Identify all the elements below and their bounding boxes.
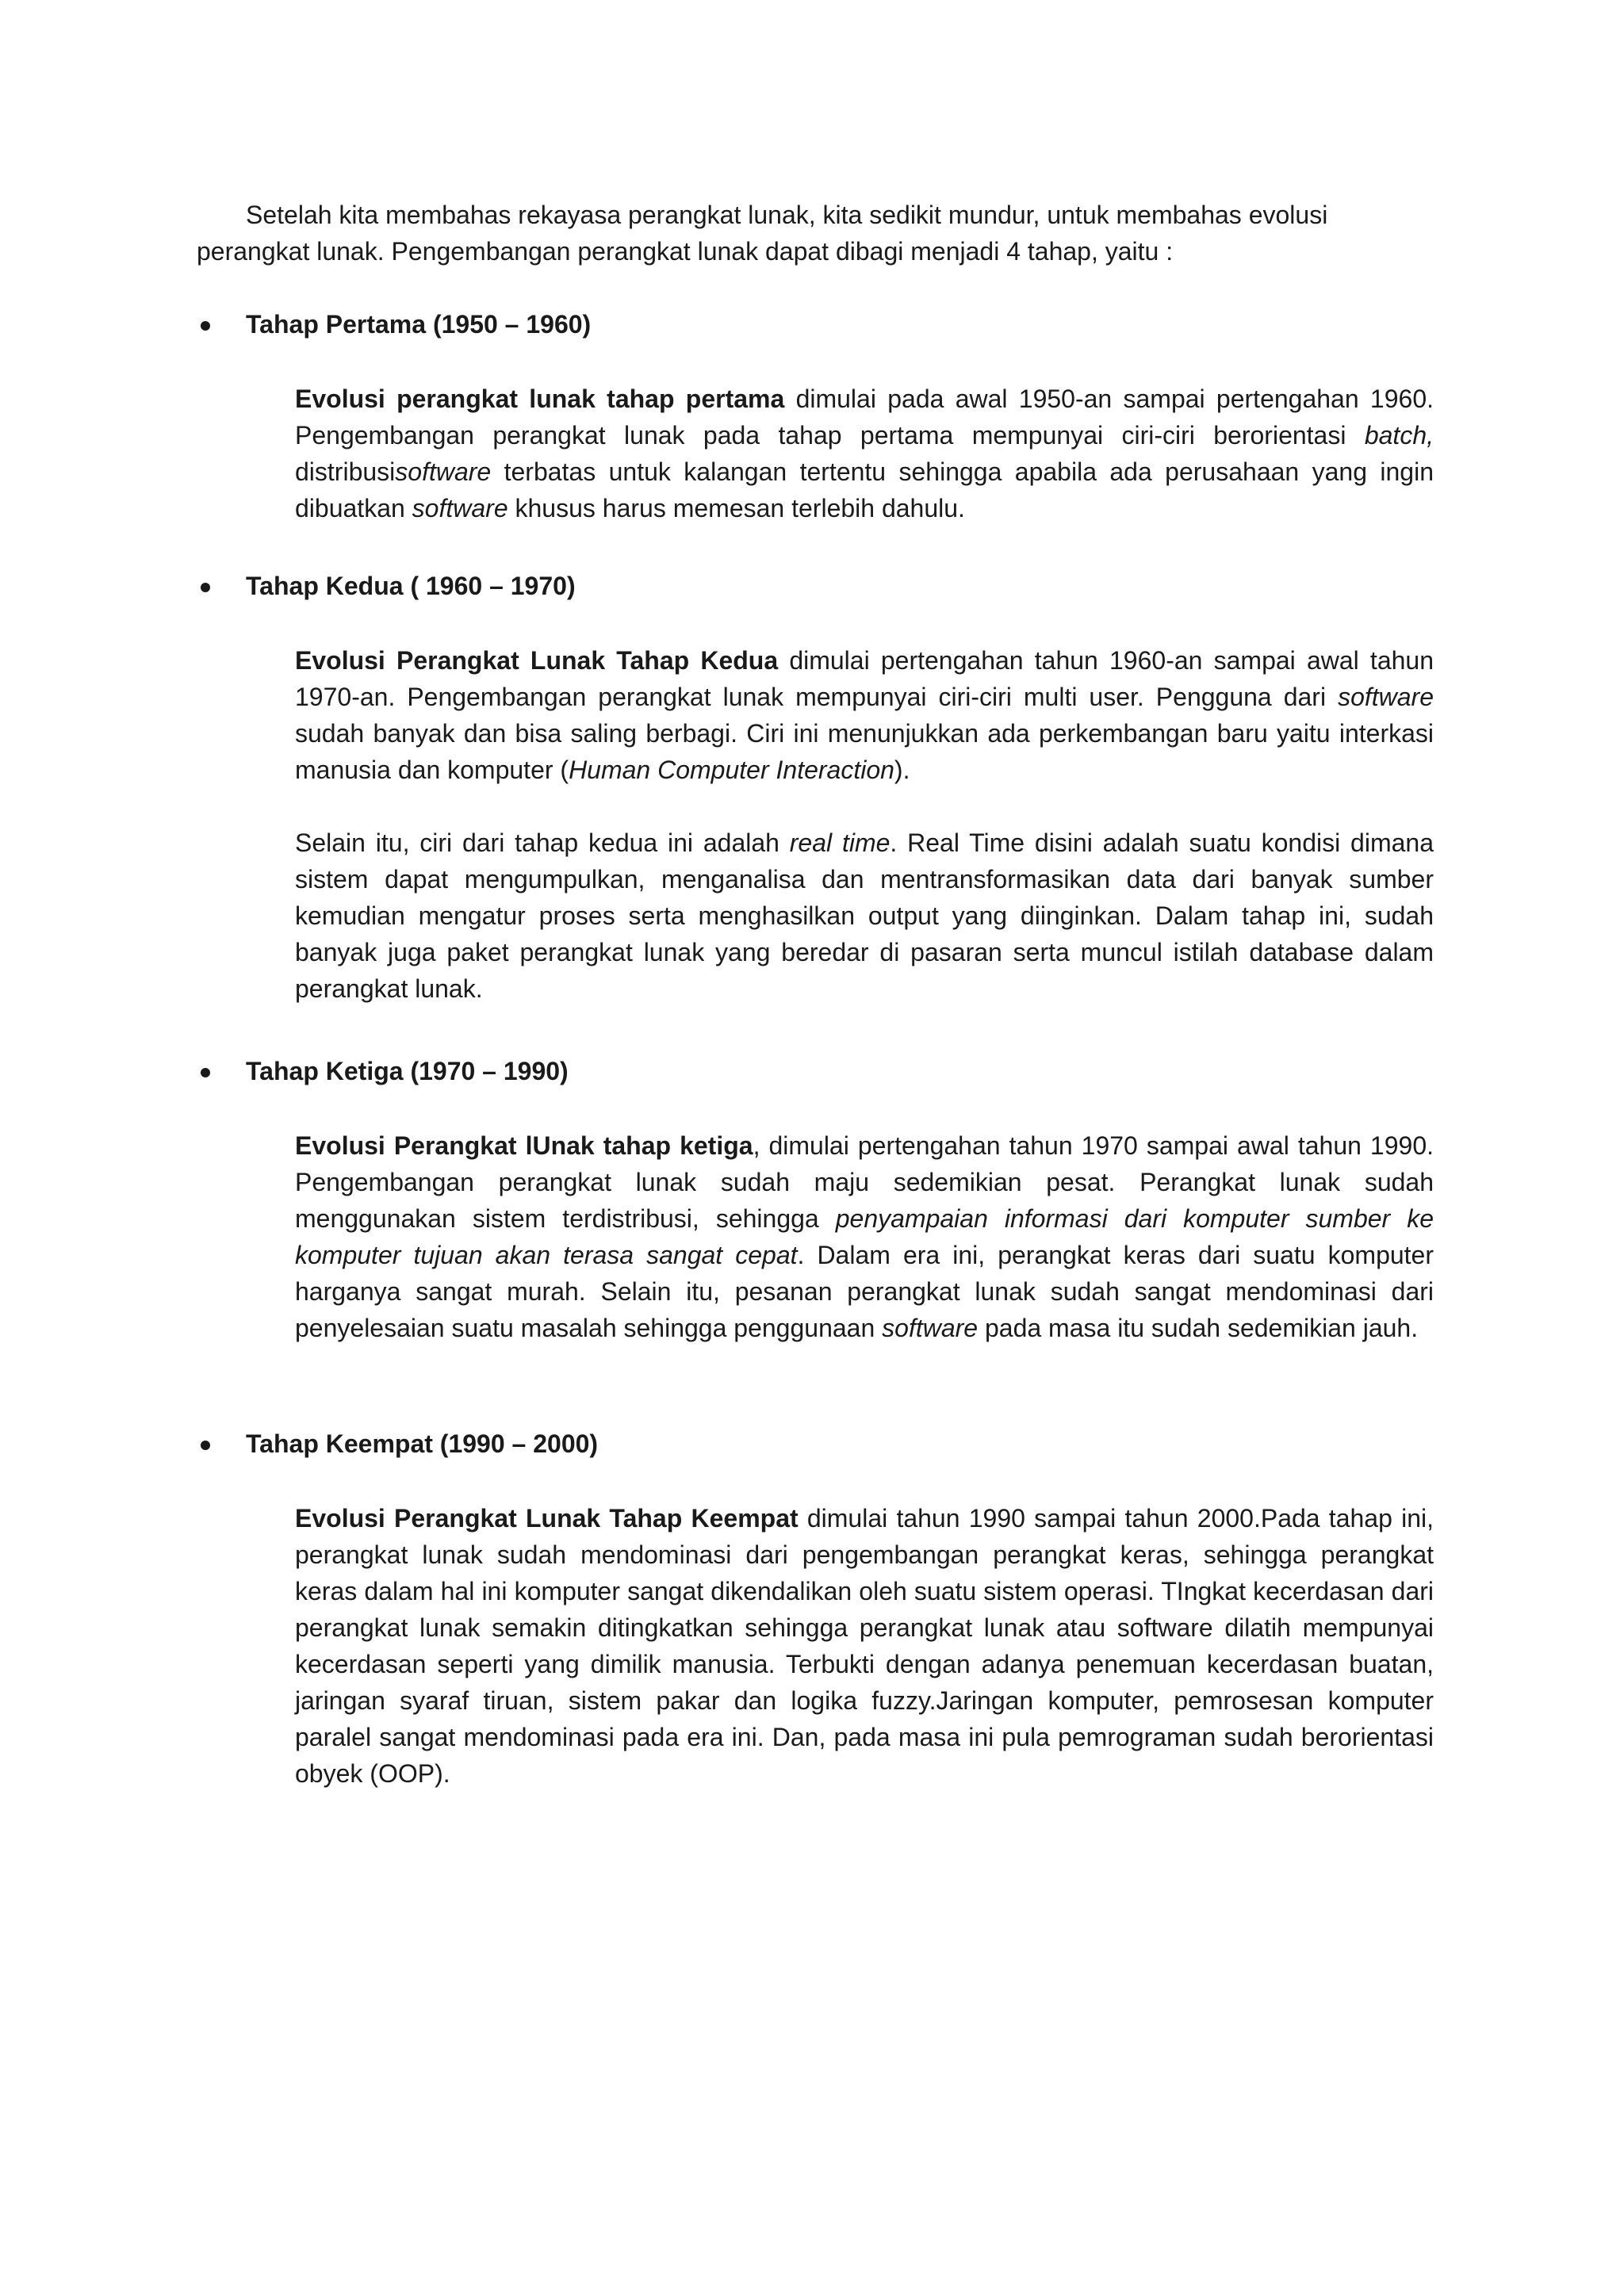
italic-term: software [1338,683,1434,711]
bullet-icon [201,1441,210,1450]
section-tahap-kedua [197,568,1434,1007]
bullet-icon [201,321,210,331]
text-run: ). [894,756,910,784]
text-run: , dimulai pertengahan tahun 1970 sampai awal tahun 1990. Pengembangan perangkat lunak sudah maju sedemikian pesat. Perangkat lunak sudah menggunakan sistem terdistribusi, sehingga [295,1131,1434,1233]
bullet-item [197,306,1434,342]
section-paragraph [295,825,1434,1007]
italic-term: software [882,1314,979,1342]
bullet-item [197,568,1434,604]
italic-term: software [412,494,508,522]
section-paragraph [295,1127,1434,1346]
italic-term: Human Computer Interaction [569,756,894,784]
bullet-icon [201,1068,210,1077]
bullet-item [197,1053,1434,1089]
text-run: terbatas untuk kalangan tertentu sehingga apabila ada perusahaan yang ingin dibuatkan [295,457,1434,522]
bold-term: Evolusi Perangkat Lunak Tahap Keempat [295,1504,799,1533]
text-run: . Real Time disini adalah suatu kondisi dimana sistem dapat mengumpulkan, menganalisa dan mentransformasikan data dari banyak sumber kemudian mengatur proses serta menghasilkan output yang diinginkan. Dalam tahap ini, sudah banyak juga paket perangkat lunak yang beredar di pasaran serta muncul istilah database dalam perangkat lunak. [295,828,1434,1003]
section-tahap-pertama [197,306,1434,526]
text-run: dimulai pada awal 1950-an sampai pertengahan 1960. Pengembangan perangkat lunak pada tahap pertama mempunyai ciri-ciri berorientasi [295,385,1434,450]
section-tahap-keempat [197,1425,1434,1792]
text-run: distribusi [295,457,396,486]
section-heading: Tahap Pertama (1950 – 1960) [246,310,592,339]
bold-term: Evolusi Perangkat lUnak tahap ketiga [295,1131,753,1160]
italic-term: software [395,457,492,486]
section-heading: Tahap Keempat (1990 – 2000) [246,1429,599,1458]
text-run: dimulai pertengahan tahun 1960-an sampai awal tahun 1970-an. Pengembangan perangkat lunak mempunyai ciri-ciri multi user. Pengguna dari [295,646,1434,711]
section-paragraph [295,642,1434,788]
text-run: khusus harus memesan terlebih dahulu. [508,494,965,522]
italic-term: real time [789,828,891,857]
section-heading: Tahap Ketiga (1970 – 1990) [246,1057,569,1085]
italic-term: penyampaian informasi dari komputer sumber ke komputer tujuan akan terasa sangat cepat [295,1204,1434,1269]
text-run: Selain itu, ciri dari tahap kedua ini adalah [295,828,790,857]
text-run: . Dalam era ini, perangkat keras dari suatu komputer harganya sangat murah. Selain itu, pesanan perangkat lunak sudah sangat mendominasi dari penyelesaian suatu masalah sehingga penggunaan [295,1241,1434,1342]
section-tahap-ketiga [197,1053,1434,1346]
text-run: pada masa itu sudah sedemikian jauh. [978,1314,1419,1342]
text-run: sudah banyak dan bisa saling berbagi. Ciri ini menunjukkan ada perkembangan baru yaitu interkasi manusia dan komputer ( [295,719,1434,784]
bullet-icon [201,583,210,592]
section-paragraph [295,1500,1434,1792]
bold-term: Evolusi Perangkat Lunak Tahap Kedua [295,646,779,675]
text-run: dimulai tahun 1990 sampai tahun 2000.Pada tahap ini, perangkat lunak sudah mendominasi dari pengembangan perangkat keras, sehingga perangkat keras dalam hal ini komputer sangat dikendalikan oleh suatu sistem operasi. TIngkat kecerdasan dari perangkat lunak semakin ditingkatkan sehingga perangkat lunak atau software dilatih mempunyai kecerdasan seperti yang dimilik manusia. Terbukti dengan adanya penemuan kecerdasan buatan, jaringan syaraf tiruan, sistem pakar dan logika fuzzy.Jaringan komputer, pemrosesan komputer paralel sangat mendominasi pada era ini. Dan, pada masa ini pula pemrograman sudah berorientasi obyek (OOP). [295,1504,1434,1788]
section-paragraph [295,381,1434,526]
bold-term: Evolusi perangkat lunak tahap pertama [295,385,785,413]
bullet-item [197,1425,1434,1462]
section-heading: Tahap Kedua ( 1960 – 1970) [246,572,576,600]
intro-paragraph: Setelah kita membahas rekayasa perangkat lunak, kita sedikit mundur, untuk membahas evolusi perangkat lunak. Pengembangan perangkat lunak dapat dibagi menjadi 4 tahap, yaitu : [197,201,1328,266]
italic-term: batch, [1364,421,1434,450]
